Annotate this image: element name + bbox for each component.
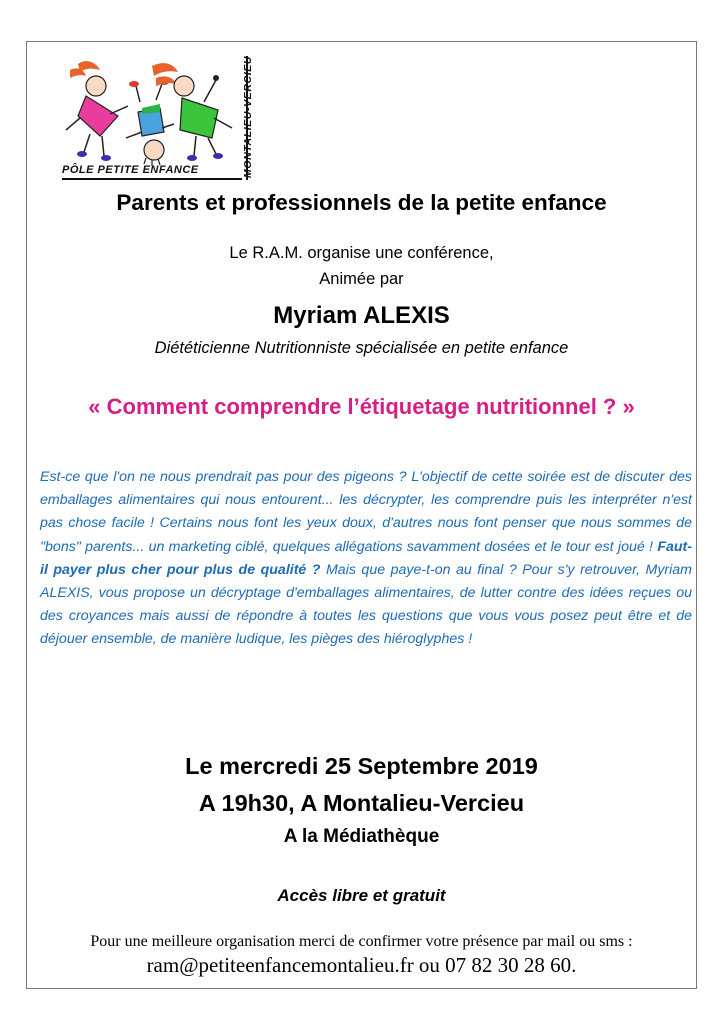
girl-pink-figure: [66, 61, 128, 161]
description-bold-question: Faut-il payer plus cher pour plus de qualité ?: [40, 538, 692, 578]
logo-vertical-text: MONTALIEU-VERCIEU: [242, 55, 254, 178]
contact-instructions: Pour une meilleure organisation merci de confirmer votre présence par mail ou sms :: [90, 933, 633, 950]
event-date: Le mercredi 25 Septembre 2019: [185, 753, 538, 779]
headline: Parents et professionnels de la petite enfance: [116, 190, 607, 215]
description-paragraph: [40, 466, 692, 652]
logo-caption: PÔLE PETITE ENFANCE: [62, 164, 199, 176]
girl-green-figure: [152, 63, 232, 161]
boy-blue-figure: [126, 79, 174, 166]
logo-rule-horizontal: [62, 178, 242, 180]
event-access: Accès libre et gratuit: [277, 886, 446, 905]
intro-line-1: Le R.A.M. organise une conférence,: [229, 244, 494, 262]
description-part-2: Mais que paye-t-on au final ? Pour s'y retrouver, Myriam ALEXIS, vous propose un décryptage d'emballages alimentaires, de lutter contre des idées reçues ou des croyances mais aussi de répondre à toutes les questions que vous vous posez peut être et de déjouer ensemble, de manière ludique, les pièges des hiéroglyphes !: [40, 561, 692, 648]
speaker-role: Diététicienne Nutritionniste spécialisée en petite enfance: [154, 339, 569, 357]
conference-title: « Comment comprendre l’étiquetage nutritionnel ? »: [88, 394, 635, 419]
contact-details: ram@petiteenfancemontalieu.fr ou 07 82 30 28 60.: [146, 953, 577, 977]
description-part-1: Est-ce que l'on ne nous prendrait pas pour des pigeons ? L'objectif de cette soirée est de discuter des emballages alimentaires qui nous entourent... les décrypter, les comprendre puis les interpréter n'est pas chose facile ! Certains nous font les yeux doux, d'autres nous font penser que nous sommes de "bons" parents... un marketing ciblé, quelques allégations savamment dosées et le tour est joué !: [40, 469, 692, 555]
event-time-place: A 19h30, A Montalieu-Vercieu: [198, 790, 525, 816]
speaker-name: Myriam ALEXIS: [273, 302, 450, 329]
event-venue: A la Médiathèque: [283, 826, 440, 847]
intro-line-2: Animée par: [319, 270, 404, 288]
